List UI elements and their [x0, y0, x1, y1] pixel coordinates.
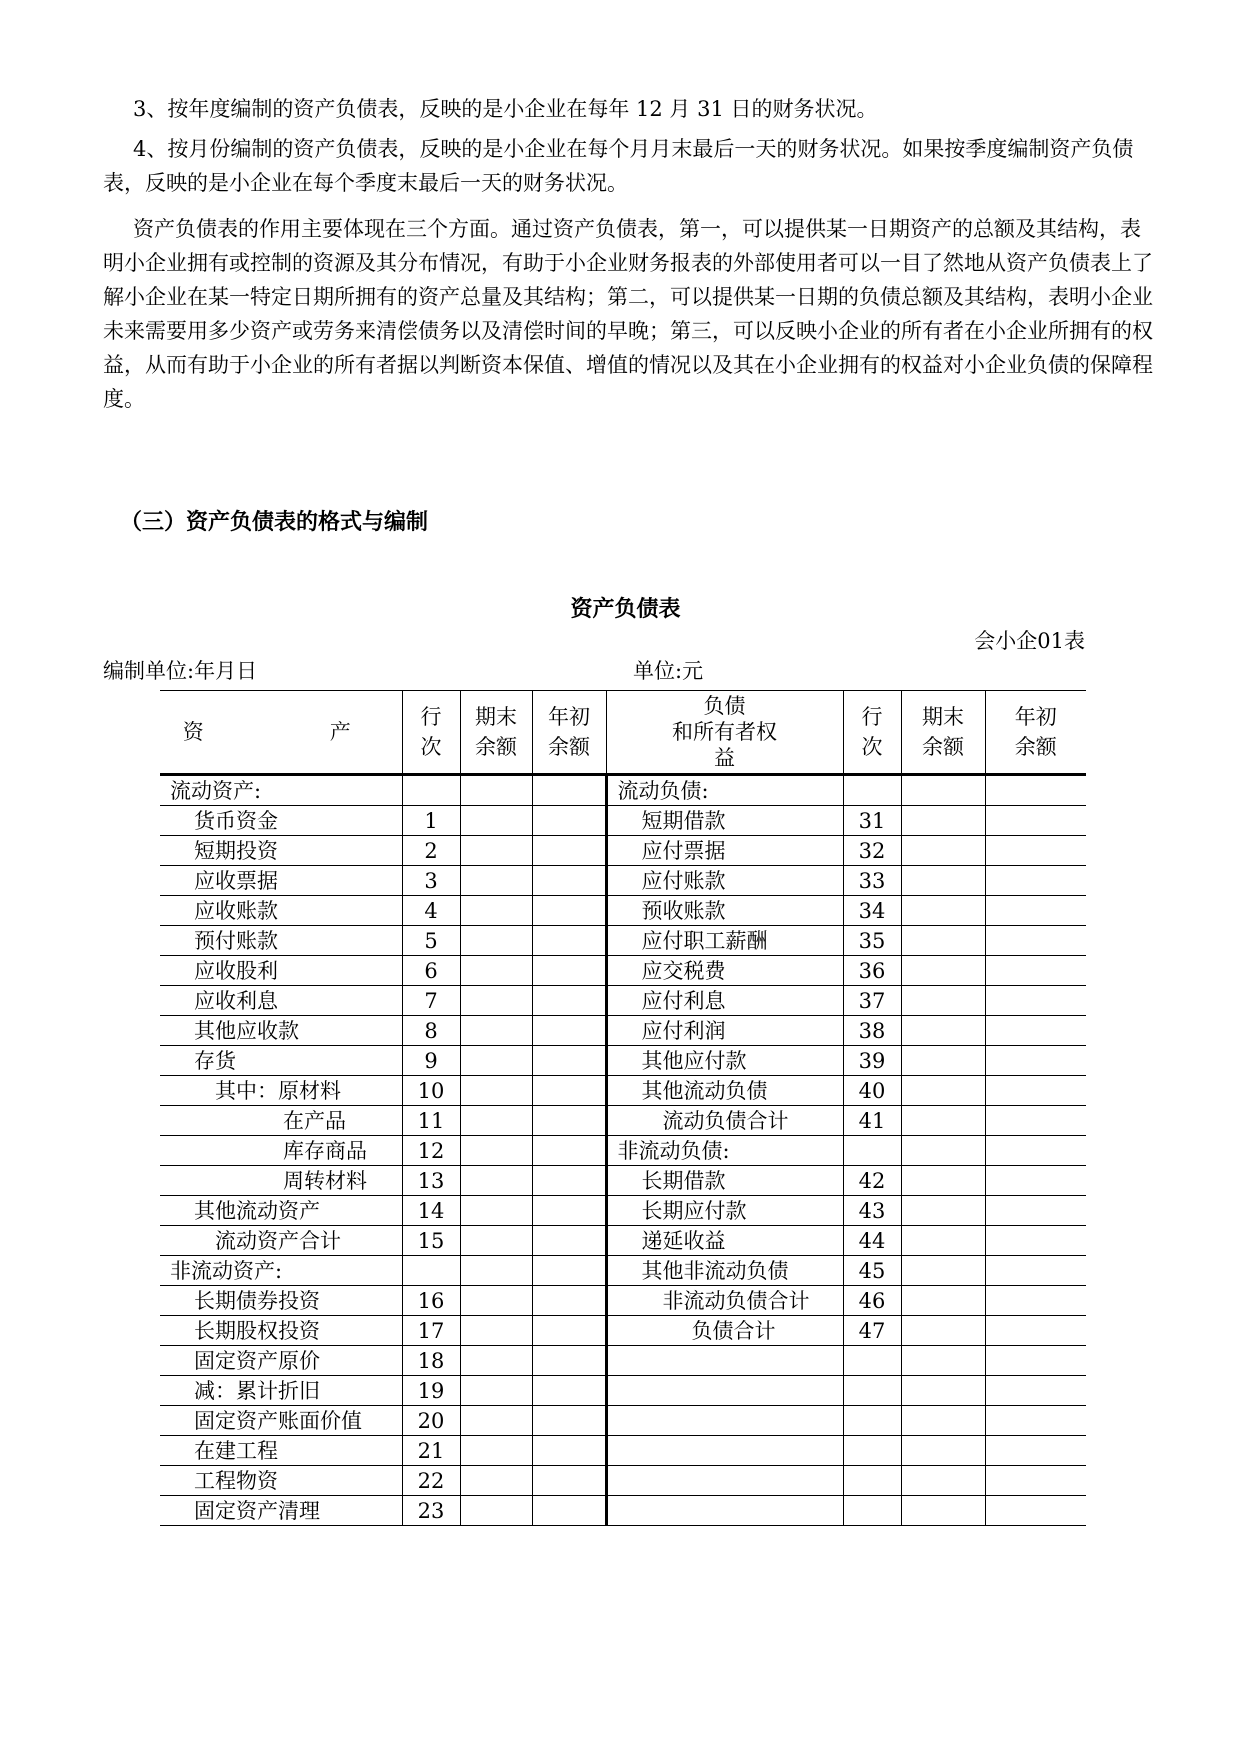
asset-begin-balance-cell [532, 1376, 606, 1406]
liability-begin-balance-cell [985, 836, 1086, 866]
asset-item-label: 其他流动资产 [160, 1196, 402, 1226]
header-begin-balance: 年初 余额 [532, 691, 606, 775]
header-liabilities-equity: 负债 和所有者权 益 [606, 691, 843, 775]
liability-item-label: 非流动负债合计 [606, 1286, 843, 1316]
liability-item-label: 负债合计 [606, 1316, 843, 1346]
asset-end-balance-cell [460, 1346, 532, 1376]
liability-item-label [606, 1406, 843, 1436]
asset-begin-balance-cell [532, 1046, 606, 1076]
asset-item-label: 货币资金 [160, 806, 402, 836]
asset-begin-balance-cell [532, 896, 606, 926]
liability-row-number [843, 1136, 901, 1166]
liability-item-label [606, 1496, 843, 1526]
table-title: 资产负债表 [570, 596, 681, 622]
liability-end-balance-cell [901, 926, 985, 956]
asset-item-label: 固定资产原价 [160, 1346, 402, 1376]
asset-item-label: 流动资产合计 [160, 1226, 402, 1256]
asset-row-number: 6 [402, 956, 460, 986]
asset-item-label: 预付账款 [160, 926, 402, 956]
liability-end-balance-cell [901, 1046, 985, 1076]
liability-row-number: 47 [843, 1316, 901, 1346]
asset-end-balance-cell [460, 1226, 532, 1256]
header-row-no-2: 行 次 [843, 691, 901, 775]
liability-end-balance-cell [901, 1016, 985, 1046]
asset-item-label: 应收票据 [160, 866, 402, 896]
asset-row-number: 1 [402, 806, 460, 836]
asset-item-label: 工程物资 [160, 1466, 402, 1496]
table-row [160, 1196, 1086, 1226]
table-row [160, 1226, 1086, 1256]
liability-begin-balance-cell [985, 986, 1086, 1016]
liability-begin-balance-cell [985, 1466, 1086, 1496]
liability-end-balance-cell [901, 896, 985, 926]
table-row [160, 836, 1086, 866]
liability-item-label: 短期借款 [606, 806, 843, 836]
asset-begin-balance-cell [532, 1256, 606, 1286]
asset-begin-balance-cell [532, 775, 606, 806]
paragraph-3: 资产负债表的作用主要体现在三个方面。通过资产负债表，第一，可以提供某一日期资产的总额及其结构，表明小企业拥有或控制的资源及其分布情况，有助于小企业财务报表的外部使用者可以一目了然地从资产负债表上了解小企业在某一特定日期所拥有的资产总量及其结构；第二，可以提供某一日期的负债总额及其结构，表明小企业未来需要用多少资产或劳务来清偿债务以及清偿时间的早晚；第三，可以反映小企业的所有者在小企业所拥有的权益，从而有助于小企业的所有者据以判断资本保值、增值的情况以及其在小企业拥有的权益对小企业负债的保障程度。 [103, 217, 1153, 411]
asset-row-number: 9 [402, 1046, 460, 1076]
liability-row-number [843, 775, 901, 806]
asset-end-balance-cell [460, 1496, 532, 1526]
liability-row-number [843, 1436, 901, 1466]
table-row [160, 1166, 1086, 1196]
liability-item-label: 长期借款 [606, 1166, 843, 1196]
asset-row-number: 22 [402, 1466, 460, 1496]
asset-row-number: 18 [402, 1346, 460, 1376]
asset-begin-balance-cell [532, 836, 606, 866]
asset-end-balance-cell [460, 1466, 532, 1496]
liability-row-number: 43 [843, 1196, 901, 1226]
asset-begin-balance-cell [532, 1226, 606, 1256]
liability-end-balance-cell [901, 956, 985, 986]
asset-end-balance-cell [460, 1256, 532, 1286]
liability-begin-balance-cell [985, 1226, 1086, 1256]
asset-row-number: 5 [402, 926, 460, 956]
asset-end-balance-cell [460, 1166, 532, 1196]
liability-end-balance-cell [901, 1136, 985, 1166]
liability-row-number: 38 [843, 1016, 901, 1046]
asset-item-label: 其他应收款 [160, 1016, 402, 1046]
asset-end-balance-cell [460, 926, 532, 956]
asset-row-number: 13 [402, 1166, 460, 1196]
asset-row-number: 8 [402, 1016, 460, 1046]
liability-row-number: 36 [843, 956, 901, 986]
liability-item-label: 应付利息 [606, 986, 843, 1016]
liability-item-label [606, 1436, 843, 1466]
asset-end-balance-cell [460, 896, 532, 926]
liability-end-balance-cell [901, 1256, 985, 1286]
compiling-unit-label: 编制单位:年月日 [103, 659, 258, 683]
asset-item-label: 周转材料 [160, 1166, 402, 1196]
liability-row-number: 32 [843, 836, 901, 866]
asset-row-number: 20 [402, 1406, 460, 1436]
liability-item-label [606, 1466, 843, 1496]
liability-item-label [606, 1376, 843, 1406]
asset-item-label: 在建工程 [160, 1436, 402, 1466]
asset-item-label: 流动资产: [160, 775, 402, 806]
liability-item-label: 应付职工薪酬 [606, 926, 843, 956]
liability-item-label: 应付票据 [606, 836, 843, 866]
asset-begin-balance-cell [532, 956, 606, 986]
liability-begin-balance-cell [985, 926, 1086, 956]
asset-end-balance-cell [460, 1376, 532, 1406]
liability-item-label: 其他流动负债 [606, 1076, 843, 1106]
liability-end-balance-cell [901, 986, 985, 1016]
liability-row-number: 31 [843, 806, 901, 836]
liability-row-number [843, 1496, 901, 1526]
header-end-balance-2: 期末 余额 [901, 691, 985, 775]
liability-end-balance-cell [901, 1406, 985, 1436]
table-row [160, 1046, 1086, 1076]
asset-end-balance-cell [460, 1286, 532, 1316]
liability-end-balance-cell [901, 1196, 985, 1226]
asset-row-number: 17 [402, 1316, 460, 1346]
liability-begin-balance-cell [985, 1286, 1086, 1316]
liability-item-label: 递延收益 [606, 1226, 843, 1256]
liability-begin-balance-cell [985, 1136, 1086, 1166]
liability-row-number: 33 [843, 866, 901, 896]
liability-begin-balance-cell [985, 1016, 1086, 1046]
liability-begin-balance-cell [985, 1376, 1086, 1406]
table-row [160, 1106, 1086, 1136]
asset-row-number: 21 [402, 1436, 460, 1466]
asset-item-label: 短期投资 [160, 836, 402, 866]
table-row [160, 986, 1086, 1016]
currency-unit-label: 单位:元 [633, 659, 704, 683]
liability-row-number [843, 1466, 901, 1496]
liability-end-balance-cell [901, 866, 985, 896]
table-row [160, 1256, 1086, 1286]
asset-end-balance-cell [460, 775, 532, 806]
table-row [160, 1466, 1086, 1496]
liability-begin-balance-cell [985, 866, 1086, 896]
asset-item-label: 应收利息 [160, 986, 402, 1016]
asset-begin-balance-cell [532, 1436, 606, 1466]
asset-row-number: 15 [402, 1226, 460, 1256]
asset-begin-balance-cell [532, 866, 606, 896]
asset-row-number: 7 [402, 986, 460, 1016]
liability-item-label: 流动负债合计 [606, 1106, 843, 1136]
table-row [160, 866, 1086, 896]
asset-begin-balance-cell [532, 1496, 606, 1526]
asset-end-balance-cell [460, 1076, 532, 1106]
liability-item-label: 应付账款 [606, 866, 843, 896]
liability-row-number [843, 1376, 901, 1406]
asset-end-balance-cell [460, 1196, 532, 1226]
liability-item-label [606, 1346, 843, 1376]
liability-begin-balance-cell [985, 1166, 1086, 1196]
asset-begin-balance-cell [532, 1196, 606, 1226]
asset-item-label: 减：累计折旧 [160, 1376, 402, 1406]
asset-item-label: 固定资产清理 [160, 1496, 402, 1526]
liability-begin-balance-cell [985, 896, 1086, 926]
liability-item-label: 长期应付款 [606, 1196, 843, 1226]
asset-item-label: 非流动资产: [160, 1256, 402, 1286]
asset-item-label: 应收股利 [160, 956, 402, 986]
asset-row-number: 2 [402, 836, 460, 866]
liability-item-label: 预收账款 [606, 896, 843, 926]
liability-begin-balance-cell [985, 806, 1086, 836]
asset-item-label: 在产品 [160, 1106, 402, 1136]
liability-row-number: 37 [843, 986, 901, 1016]
liability-begin-balance-cell [985, 956, 1086, 986]
liability-begin-balance-cell [985, 1196, 1086, 1226]
table-row [160, 926, 1086, 956]
asset-begin-balance-cell [532, 1466, 606, 1496]
asset-item-label: 其中：原材料 [160, 1076, 402, 1106]
table-header-row [160, 691, 1086, 775]
liability-row-number: 39 [843, 1046, 901, 1076]
table-row [160, 1376, 1086, 1406]
asset-begin-balance-cell [532, 986, 606, 1016]
asset-row-number: 10 [402, 1076, 460, 1106]
table-row [160, 1406, 1086, 1436]
liability-row-number: 35 [843, 926, 901, 956]
asset-end-balance-cell [460, 836, 532, 866]
table-row [160, 1316, 1086, 1346]
liability-row-number: 42 [843, 1166, 901, 1196]
asset-begin-balance-cell [532, 1316, 606, 1346]
header-end-balance: 期末 余额 [460, 691, 532, 775]
asset-begin-balance-cell [532, 1106, 606, 1136]
liability-begin-balance-cell [985, 775, 1086, 806]
asset-begin-balance-cell [532, 1286, 606, 1316]
asset-end-balance-cell [460, 1406, 532, 1436]
asset-begin-balance-cell [532, 806, 606, 836]
liability-end-balance-cell [901, 1226, 985, 1256]
liability-begin-balance-cell [985, 1046, 1086, 1076]
liability-item-label: 其他应付款 [606, 1046, 843, 1076]
asset-end-balance-cell [460, 1106, 532, 1136]
asset-row-number: 11 [402, 1106, 460, 1136]
liability-row-number: 40 [843, 1076, 901, 1106]
balance-sheet-table [160, 690, 1086, 1526]
asset-row-number: 19 [402, 1376, 460, 1406]
liability-end-balance-cell [901, 1076, 985, 1106]
asset-end-balance-cell [460, 986, 532, 1016]
asset-end-balance-cell [460, 1436, 532, 1466]
liability-begin-balance-cell [985, 1106, 1086, 1136]
liability-row-number: 45 [843, 1256, 901, 1286]
table-row [160, 1286, 1086, 1316]
asset-begin-balance-cell [532, 926, 606, 956]
liability-end-balance-cell [901, 1286, 985, 1316]
liability-item-label: 应付利润 [606, 1016, 843, 1046]
liability-end-balance-cell [901, 1436, 985, 1466]
liability-end-balance-cell [901, 1316, 985, 1346]
table-row [160, 1136, 1086, 1166]
asset-end-balance-cell [460, 866, 532, 896]
asset-end-balance-cell [460, 1316, 532, 1346]
liability-row-number: 44 [843, 1226, 901, 1256]
asset-begin-balance-cell [532, 1136, 606, 1166]
asset-item-label: 固定资产账面价值 [160, 1406, 402, 1436]
liability-end-balance-cell [901, 1466, 985, 1496]
liability-begin-balance-cell [985, 1256, 1086, 1286]
asset-row-number: 4 [402, 896, 460, 926]
asset-begin-balance-cell [532, 1076, 606, 1106]
asset-row-number: 12 [402, 1136, 460, 1166]
liability-end-balance-cell [901, 1106, 985, 1136]
liability-begin-balance-cell [985, 1496, 1086, 1526]
header-row-no: 行 次 [402, 691, 460, 775]
liability-begin-balance-cell [985, 1406, 1086, 1436]
table-row [160, 1346, 1086, 1376]
asset-row-number: 14 [402, 1196, 460, 1226]
asset-item-label: 存货 [160, 1046, 402, 1076]
asset-end-balance-cell [460, 806, 532, 836]
liability-row-number [843, 1346, 901, 1376]
liability-begin-balance-cell [985, 1436, 1086, 1466]
asset-end-balance-cell [460, 1016, 532, 1046]
liability-end-balance-cell [901, 1496, 985, 1526]
liability-item-label: 其他非流动负债 [606, 1256, 843, 1286]
paragraph-2: 4、按月份编制的资产负债表，反映的是小企业在每个月月末最后一天的财务状况。如果按季度编制资产负债表，反映的是小企业在每个季度末最后一天的财务状况。 [103, 137, 1134, 195]
liability-end-balance-cell [901, 1376, 985, 1406]
liability-begin-balance-cell [985, 1346, 1086, 1376]
table-row [160, 806, 1086, 836]
asset-begin-balance-cell [532, 1406, 606, 1436]
asset-item-label: 长期股权投资 [160, 1316, 402, 1346]
liability-end-balance-cell [901, 1346, 985, 1376]
asset-row-number: 16 [402, 1286, 460, 1316]
asset-begin-balance-cell [532, 1016, 606, 1046]
asset-begin-balance-cell [532, 1346, 606, 1376]
table-row [160, 775, 1086, 806]
table-row [160, 896, 1086, 926]
liability-row-number [843, 1406, 901, 1436]
liability-end-balance-cell [901, 836, 985, 866]
table-row [160, 1076, 1086, 1106]
liability-item-label: 应交税费 [606, 956, 843, 986]
liability-row-number: 34 [843, 896, 901, 926]
liability-item-label: 流动负债: [606, 775, 843, 806]
table-row [160, 956, 1086, 986]
table-row [160, 1436, 1086, 1466]
asset-row-number [402, 1256, 460, 1286]
asset-row-number: 3 [402, 866, 460, 896]
liability-row-number: 41 [843, 1106, 901, 1136]
asset-end-balance-cell [460, 1136, 532, 1166]
asset-row-number [402, 775, 460, 806]
liability-begin-balance-cell [985, 1076, 1086, 1106]
liability-end-balance-cell [901, 1166, 985, 1196]
asset-begin-balance-cell [532, 1166, 606, 1196]
asset-row-number: 23 [402, 1496, 460, 1526]
section-heading: （三）资产负债表的格式与编制 [120, 509, 429, 535]
header-begin-balance-2: 年初 余额 [985, 691, 1086, 775]
form-code: 会小企01表 [974, 629, 1085, 653]
table-row [160, 1016, 1086, 1046]
table-row [160, 1496, 1086, 1526]
paragraph-1: 3、按年度编制的资产负债表，反映的是小企业在每年 12 月 31 日的财务状况。 [133, 97, 878, 121]
liability-end-balance-cell [901, 775, 985, 806]
header-assets: 资 产 [160, 691, 402, 775]
asset-item-label: 长期债券投资 [160, 1286, 402, 1316]
asset-end-balance-cell [460, 956, 532, 986]
liability-end-balance-cell [901, 806, 985, 836]
asset-item-label: 库存商品 [160, 1136, 402, 1166]
liability-begin-balance-cell [985, 1316, 1086, 1346]
asset-end-balance-cell [460, 1046, 532, 1076]
liability-row-number: 46 [843, 1286, 901, 1316]
asset-item-label: 应收账款 [160, 896, 402, 926]
liability-item-label: 非流动负债: [606, 1136, 843, 1166]
